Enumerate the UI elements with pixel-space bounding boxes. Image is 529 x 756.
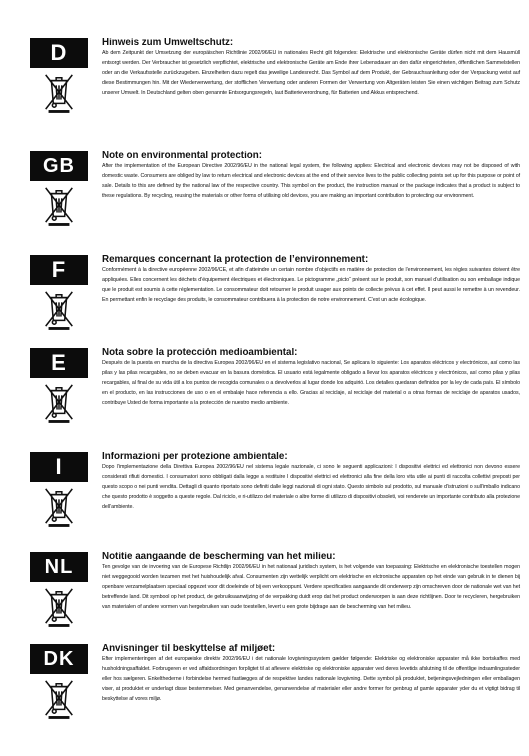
crossed-out-wheelie-bin-icon bbox=[40, 69, 78, 115]
section-heading: Remarques concernant la protection de l’environnement: bbox=[102, 255, 369, 265]
crossed-out-wheelie-bin-icon bbox=[40, 379, 78, 425]
section-heading: Nota sobre la protección medioambiental: bbox=[102, 348, 298, 358]
crossed-out-wheelie-bin-icon bbox=[40, 182, 78, 228]
crossed-out-wheelie-bin-icon bbox=[40, 675, 78, 721]
section-body: After the implementation of the European Directive 2002/96/EU in the national legal system, the following applies: Electrical and electronic devices may not be disposed of with domestic waste. Consumers are obliged by law to return electrical and electronic devices at the end of their service lives to the public collecting points set up for this purpose or point of sale. Details to this are defined by the national law of the respective country. This symbol on the product, the instruction manual or the package indicates that a product is subject to these regulations. By recycling, reusing the materials or other forms of utilising old devices, you are making an important contribution to protecting our environment. bbox=[102, 163, 520, 199]
section-content-it bbox=[102, 452, 520, 513]
section-body: Efter implementeringen af det europæiske direktiv 2002/96/EU i det nationale lovgivningssystem gælder følgende: Elektriske og elektroniske apparater må ikke bortskaffes med husholdningsaffaldet. Forbrugeren er ved affaldsordningen forpligtet til at aflevere elektriske og elektroniske apparater ved deres levetids afslutning til de offentlige indsamlingssteder eller hos sælgeren. Enkelthederne i forbindelse hermed fastlægges af de respektive landes nationale lovgivning. Dette symbol på produktet, betjeningsvejledningen eller emballagen viser, at produktet er underlagt disse bestemmelser. Med genanvendelse, genanvendelse af materialer eller andre former for genbrug af gamle apparater yder du et vigtigt bidrag til beskyttelse af vores miljø. bbox=[102, 656, 520, 702]
section-heading: Informazioni per protezione ambientale: bbox=[102, 452, 288, 462]
crossed-out-wheelie-bin-icon bbox=[40, 286, 78, 332]
section-body: Después de la puesta en marcha de la directiva Europea 2002/96/EU en el sistema legislativo nacional, Se aplicara lo siguiente: Los aparatos eléctricos y electrónicos, así como las pilas y las pilas recargables, no se deben evacuar en la basura doméstica. El usuario está legalmente obligado a llevar los aparatos eléctricos y electrónicos, así como pilas y pilas recargables, al final de su vida útil a los puntos de recogida comunales o a devolverlos al lugar donde los adquirió. Los detalles quedaran definidos por la ley de cada país. El símbolo en el producto, en las instrucciones de uso o en el embalaje hace referencia a ello. Gracias al reciclaje, al reciclaje del material o a otras formas de reciclaje de aparatos usados, contribuye Usted de forma importante a la protección de nuestro medio ambiente. bbox=[102, 360, 520, 406]
country-badge-it: I bbox=[30, 452, 88, 482]
country-badge-dk: DK bbox=[30, 644, 88, 674]
section-heading: Hinweis zum Umweltschutz: bbox=[102, 38, 234, 48]
section-body: Dopo l’implementazione della Direttiva Europea 2002/96/EU nel sistema legale nazionale, ci sono le seguenti applicazioni: I dispositivi elettrici ed elettronici non devono essere considerati rifiuti domestici. I consumatori sono obbligati dalla legge a restituire I dispositivi elettrici ed elettronici alla fine della loro vita utile ai punti di raccolta collettivi preposti per questo scopo o nei punti vendita. Dettagli di quanto riportato sono definiti dalle leggi nazionali di ogni stato. Questo simbolo sul prodotto, sul manuale d’istruzioni o sull’imballo indicano che questo prodotto è soggetto a queste regole. Dal riciclo, e ri-utilizzo del materiale o altre forme di utilizzo di dispositivi obsoleti, voi renderete un importante contributo alla protezione dell’ambiente. bbox=[102, 464, 520, 510]
crossed-out-wheelie-bin-icon bbox=[40, 583, 78, 629]
section-body: Ten gevolge van de invoering van de Europese Richtlijn 2002/96/EU in het nationaal juridisch system, is het volgende van toepassing: Elektrische en elektronische toestellen mogen niet weggegooid worden tezamen met het huishoudelijk afval. Consumenten zijn wettelijk verplicht om elektrische en elctronische apparaten op het einde van gebruik in te dienen bij openbare verzamelplaatsen speciaal opgezet voor dit doeleinde of bij een verkooppunt. Verdere specificaties aangaande dit onderwerp zijn omschreven door de nationale wet van het betreffende land. Dit symbool op het product, de gebruiksaanwijzing of de verpakking duidt erop dat het product onderworpen is aan deze richtlijnen. Door te recycleren, hergebruiken van materialen of andere vormen van hergebruiken van oude toestellen, levert u een grote bijdrage aan de bescherming van het milieu. bbox=[102, 564, 520, 610]
section-content-nl bbox=[102, 552, 520, 613]
country-badge-fr: F bbox=[30, 255, 88, 285]
section-body: Conformément à la directive européenne 2002/96/CE, et afin d’atteindre un certain nombre d’objectifs en matière de protection de l’environnement, les règles suivantes doivent être appliquées. Elles concernent les déchets d’équipement électriques et électroniques. Le pictogramme „picto“ présent sur le produit, son manuel d’utilisation ou son emballage indique que le produit est soumis à cette réglementation. Le consommateur doit retourner le produit usager aux points de collecte prévus à cet effet. Il peut aussi le remettre à un revendeur. En permettant enfin le recyclage des produits, le consommateur contribuera à la protection de notre environnement. C’est un acte écologique. bbox=[102, 267, 520, 303]
section-content-es bbox=[102, 348, 520, 409]
section-content-fr bbox=[102, 255, 520, 306]
country-badge-gb: GB bbox=[30, 151, 88, 181]
country-badge-nl: NL bbox=[30, 552, 88, 582]
section-body: Ab dem Zeitpunkt der Umsetzung der europäischen Richtlinie 2002/96/EU in nationales Recht gilt folgendes: Elektrische und elektronische Geräte dürfen nicht mit dem Hausmüll entsorgt werden. Der Verbraucher ist gesetzlich verpflichtet, elektrische und elektronische Geräte am Ende ihrer Lebensdauer an den dafür eingerichteten, öffentlichen Sammelstellen oder an die Verkaufsstelle zurückzugeben. Einzelheiten dazu regelt das jeweilige Landesrecht. Das Symbol auf dem Produkt, der Gebrauchsanleitung oder der Verpackung weist auf diese Bestimmungen hin. Mit der Wiederverwertung, der stofflichen Verwertung oder anderen Formen der Verwertung von Altgeräten leisten Sie einen wichtigen Beitrag zum Schutz unserer Umwelt. In Deutschland gelten oben genannte Entsorgungsregeln, laut Batterieverordnung, für Batterien und Akkus entsprechend. bbox=[102, 50, 520, 96]
section-content-gb bbox=[102, 151, 520, 202]
country-badge-es: E bbox=[30, 348, 88, 378]
section-heading: Anvisninger til beskyttelse af miljøet: bbox=[102, 644, 276, 654]
section-content-de bbox=[102, 38, 520, 99]
section-heading: Notitie aangaande de bescherming van het milieu: bbox=[102, 552, 336, 562]
section-heading: Note on environmental protection: bbox=[102, 151, 263, 161]
country-badge-de: D bbox=[30, 38, 88, 68]
crossed-out-wheelie-bin-icon bbox=[40, 483, 78, 529]
section-content-dk bbox=[102, 644, 520, 705]
